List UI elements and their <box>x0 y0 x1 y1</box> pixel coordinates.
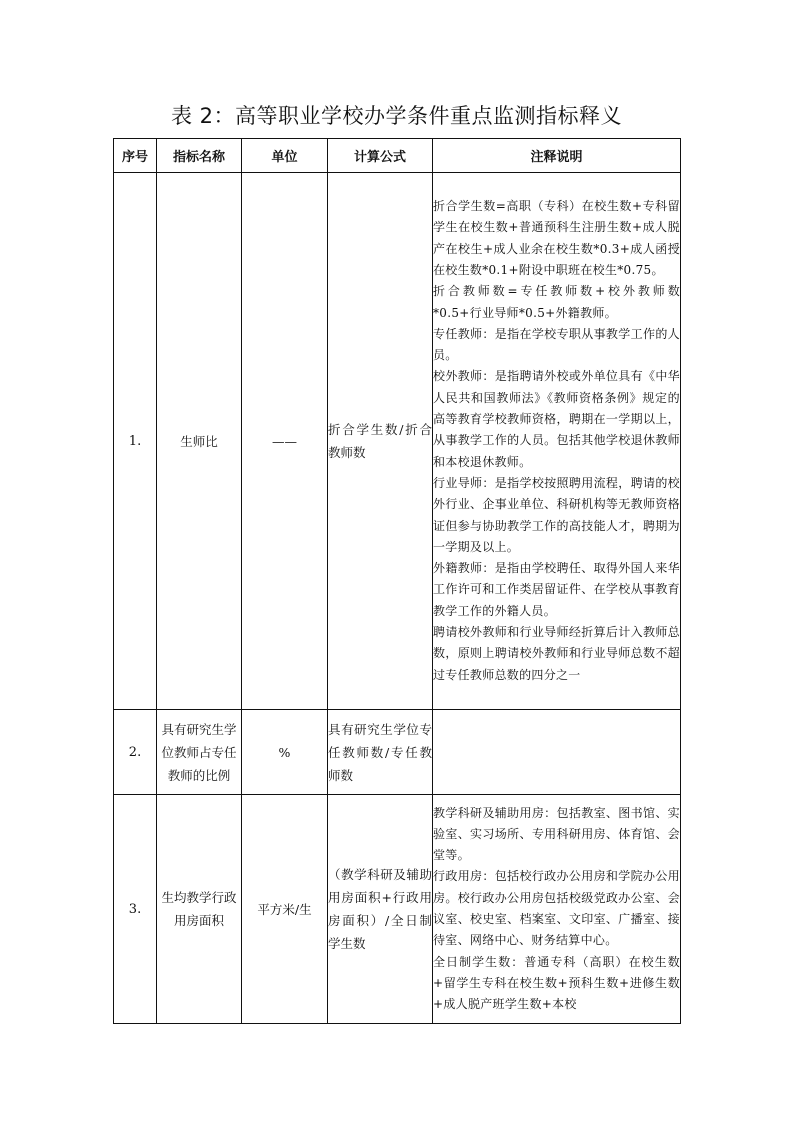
header-no: 序号 <box>114 139 157 173</box>
note-paragraph: 行政用房：包括校行政办公用房和学院办公用房。校行政办公用房包括校级党政办公室、会议室、校史室、档案室、文印室、广播室、接待室、网络中心、财务结算中心。 <box>433 869 680 948</box>
indicator-unit: % <box>242 710 328 795</box>
table-row <box>114 795 681 1024</box>
note-paragraph: 教学科研及辅助用房：包括教室、图书馆、实验室、实习场所、专用科研用房、体育馆、会堂等。 <box>433 805 680 863</box>
table-header-row <box>114 139 681 173</box>
indicator-formula: 折合学生数/折合教师数 <box>328 173 433 710</box>
header-formula: 计算公式 <box>328 139 433 173</box>
note-paragraph: 专任教师：是指在学校专职从事教学工作的人员。 <box>433 326 680 363</box>
note-paragraph: 全日制学生数：普通专科（高职）在校生数+留学生专科在校生数+预科生数+进修生数+成人脱产班学生数+本校 <box>433 954 680 1012</box>
header-name: 指标名称 <box>157 139 242 173</box>
row-number: 3. <box>114 795 157 1024</box>
note-paragraph: 行业导师：是指学校按照聘用流程，聘请的校外行业、企事业单位、科研机构等无教师资格证但参与协助教学工作的高技能人才，聘期为一学期及以上。 <box>433 475 680 554</box>
row-number: 1. <box>114 173 157 710</box>
table-row <box>114 173 681 710</box>
indicator-table <box>113 138 681 1024</box>
indicator-name: 具有研究生学位教师占专任教师的比例 <box>157 710 242 795</box>
header-unit: 单位 <box>242 139 328 173</box>
indicator-formula: 具有研究生学位专任教师数/专任教师数 <box>328 710 433 795</box>
indicator-unit: 平方米/生 <box>242 795 328 1024</box>
indicator-note <box>433 710 681 795</box>
header-note: 注释说明 <box>433 139 681 173</box>
note-paragraph: 校外教师：是指聘请外校或外单位具有《中华人民共和国教师法》《教师资格条例》规定的高等教育学校教师资格，聘期在一学期以上，从事教学工作的人员。包括其他学校退休教师和本校退休教师。 <box>433 369 680 469</box>
note-paragraph: 折合学生数=高职（专科）在校生数+专科留学生在校生数+普通预科生注册生数+成人脱产在校生+成人业余在校生数*0.3+成人函授在校生数*0.1+附设中职班在校生*0.75。 <box>433 199 680 277</box>
indicator-name: 生师比 <box>157 173 242 710</box>
indicator-note <box>433 795 681 1024</box>
indicator-formula: （教学科研及辅助用房面积+行政用房面积）/全日制学生数 <box>328 795 433 1024</box>
note-paragraph: 外籍教师：是指由学校聘任、取得外国人来华工作许可和工作类居留证件、在学校从事教育教学工作的外籍人员。 <box>433 561 680 618</box>
indicator-name: 生均教学行政用房面积 <box>157 795 242 1024</box>
note-paragraph: 聘请校外教师和行业导师经折算后计入教师总数，原则上聘请校外教师和行业导师总数不超过专任教师总数的四分之一 <box>433 625 680 682</box>
indicator-note <box>433 173 681 710</box>
table-row <box>114 710 681 795</box>
page-title: 表 2：高等职业学校办学条件重点监测指标释义 <box>170 104 623 128</box>
indicator-unit: —— <box>242 173 328 710</box>
row-number: 2. <box>114 710 157 795</box>
note-paragraph: 折合教师数=专任教师数+校外教师数*0.5+行业导师*0.5+外籍教师。 <box>433 284 680 320</box>
